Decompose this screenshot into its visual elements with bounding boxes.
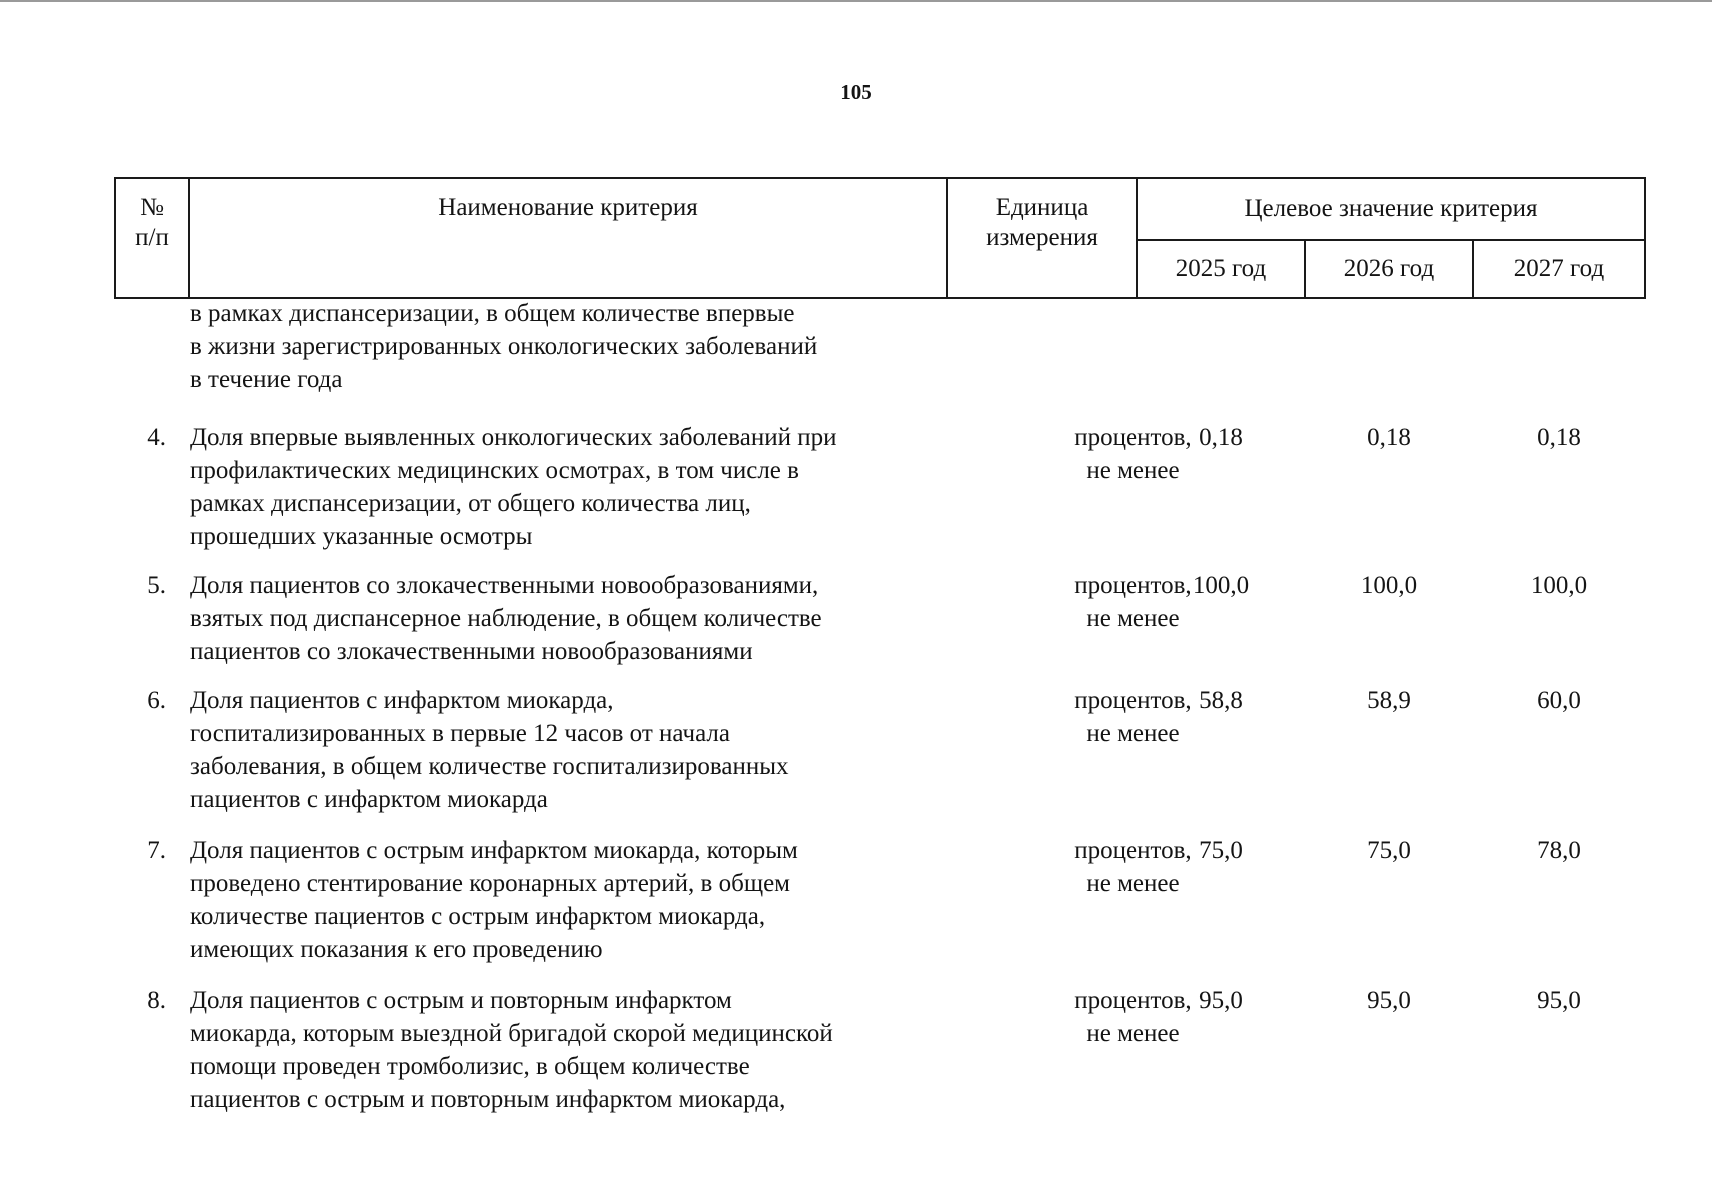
row-number: 4. <box>147 424 166 451</box>
header-unit-line1: Единица <box>995 194 1089 221</box>
row-number: 7. <box>147 837 166 864</box>
value-2025: 95,0 <box>1199 987 1243 1014</box>
value-2027: 78,0 <box>1537 837 1581 864</box>
top-border-line <box>0 0 1712 2</box>
criterion-line: Доля впервые выявленных онкологических заболеваний при <box>190 424 837 451</box>
value-2027: 0,18 <box>1537 424 1581 451</box>
value-2025: 58,8 <box>1199 687 1243 714</box>
criterion-line: заболевания, в общем количестве госпитализированных <box>190 753 789 780</box>
value-2026: 95,0 <box>1367 987 1411 1014</box>
criterion-line: проведено стентирование коронарных артерий, в общем <box>190 870 790 897</box>
header-unit-cell <box>947 178 1137 298</box>
value-2026: 100,0 <box>1360 572 1418 599</box>
criterion-name <box>190 834 1058 966</box>
criterion-line: взятых под диспансерное наблюдение, в общем количестве <box>190 605 822 632</box>
continuation-row <box>114 297 1644 421</box>
criterion-line: госпитализированных в первые 12 часов от начала <box>190 720 730 747</box>
value-2025: 0,18 <box>1199 424 1243 451</box>
criterion-line: помощи проведен тромболизис, в общем количестве <box>190 1053 750 1080</box>
criterion-line: пациентов с острым и повторным инфарктом миокарда, <box>190 1086 786 1113</box>
criterion-line: профилактических медицинских осмотрах, в том числе в <box>190 457 799 484</box>
criterion-name <box>190 684 1058 816</box>
unit-line: не менее <box>1086 720 1180 747</box>
header-year-2027: 2027 год <box>1473 240 1645 298</box>
header-name: Наименование критерия <box>438 194 698 221</box>
table-row <box>114 984 1644 1124</box>
table-body <box>114 297 1644 1124</box>
criterion-line: Доля пациентов с инфарктом миокарда, <box>190 687 614 714</box>
header-target-cell <box>1137 178 1645 240</box>
header-num-cell <box>115 178 189 298</box>
value-2026: 58,9 <box>1367 687 1411 714</box>
header-num-line1: № <box>140 194 164 221</box>
value-2025: 75,0 <box>1199 837 1243 864</box>
unit-line: процентов, <box>1074 572 1192 599</box>
table-header <box>114 177 1646 299</box>
criterion-line: пациентов со злокачественными новообразованиями <box>190 638 753 665</box>
value-2026: 0,18 <box>1367 424 1411 451</box>
unit-line: процентов, <box>1074 424 1192 451</box>
table-row <box>114 684 1644 834</box>
criterion-line: Доля пациентов с острым и повторным инфарктом <box>190 987 732 1014</box>
row-number: 5. <box>147 572 166 599</box>
header-year-2025: 2025 год <box>1137 240 1305 298</box>
criterion-line: имеющих показания к его проведению <box>190 936 603 963</box>
header-name-cell <box>189 178 947 298</box>
header-num-line2: п/п <box>135 224 169 251</box>
value-2027: 60,0 <box>1537 687 1581 714</box>
criterion-line: миокарда, которым выездной бригадой скорой медицинской <box>190 1020 833 1047</box>
value-2027: 95,0 <box>1537 987 1581 1014</box>
row-number: 6. <box>147 687 166 714</box>
value-2025: 100,0 <box>1192 572 1250 599</box>
criterion-line: Доля пациентов с острым инфарктом миокарда, которым <box>190 837 798 864</box>
criterion-line: количестве пациентов с острым инфарктом миокарда, <box>190 903 766 930</box>
value-2027: 100,0 <box>1530 572 1588 599</box>
criterion-line: прошедших указанные осмотры <box>190 523 533 550</box>
table-row <box>114 834 1644 984</box>
row-number: 8. <box>147 987 166 1014</box>
page-number: 105 <box>840 80 872 104</box>
continuation-text <box>190 297 1058 396</box>
unit-line: процентов, <box>1074 837 1192 864</box>
criterion-line: рамках диспансеризации, от общего количества лиц, <box>190 490 751 517</box>
table-row <box>114 421 1644 569</box>
header-target: Целевое значение критерия <box>1244 195 1538 222</box>
unit-line: процентов, <box>1074 687 1192 714</box>
criterion-line: пациентов с инфарктом миокарда <box>190 786 548 813</box>
header-unit-line2: измерения <box>986 224 1098 251</box>
unit-line: не менее <box>1086 1020 1180 1047</box>
unit-line: процентов, <box>1074 987 1192 1014</box>
continuation-line: в течение года <box>190 366 343 393</box>
header-year-2026: 2026 год <box>1305 240 1473 298</box>
unit-line: не менее <box>1086 457 1180 484</box>
criterion-line: Доля пациентов со злокачественными новообразованиями, <box>190 572 819 599</box>
criterion-name <box>190 569 1058 668</box>
continuation-line: в рамках диспансеризации, в общем количестве впервые <box>190 300 795 327</box>
table-row <box>114 569 1644 684</box>
unit-line: не менее <box>1086 605 1180 632</box>
criterion-name <box>190 984 1058 1116</box>
unit-line: не менее <box>1086 870 1180 897</box>
value-2026: 75,0 <box>1367 837 1411 864</box>
criterion-name <box>190 421 1058 553</box>
continuation-line: в жизни зарегистрированных онкологических заболеваний <box>190 333 818 360</box>
